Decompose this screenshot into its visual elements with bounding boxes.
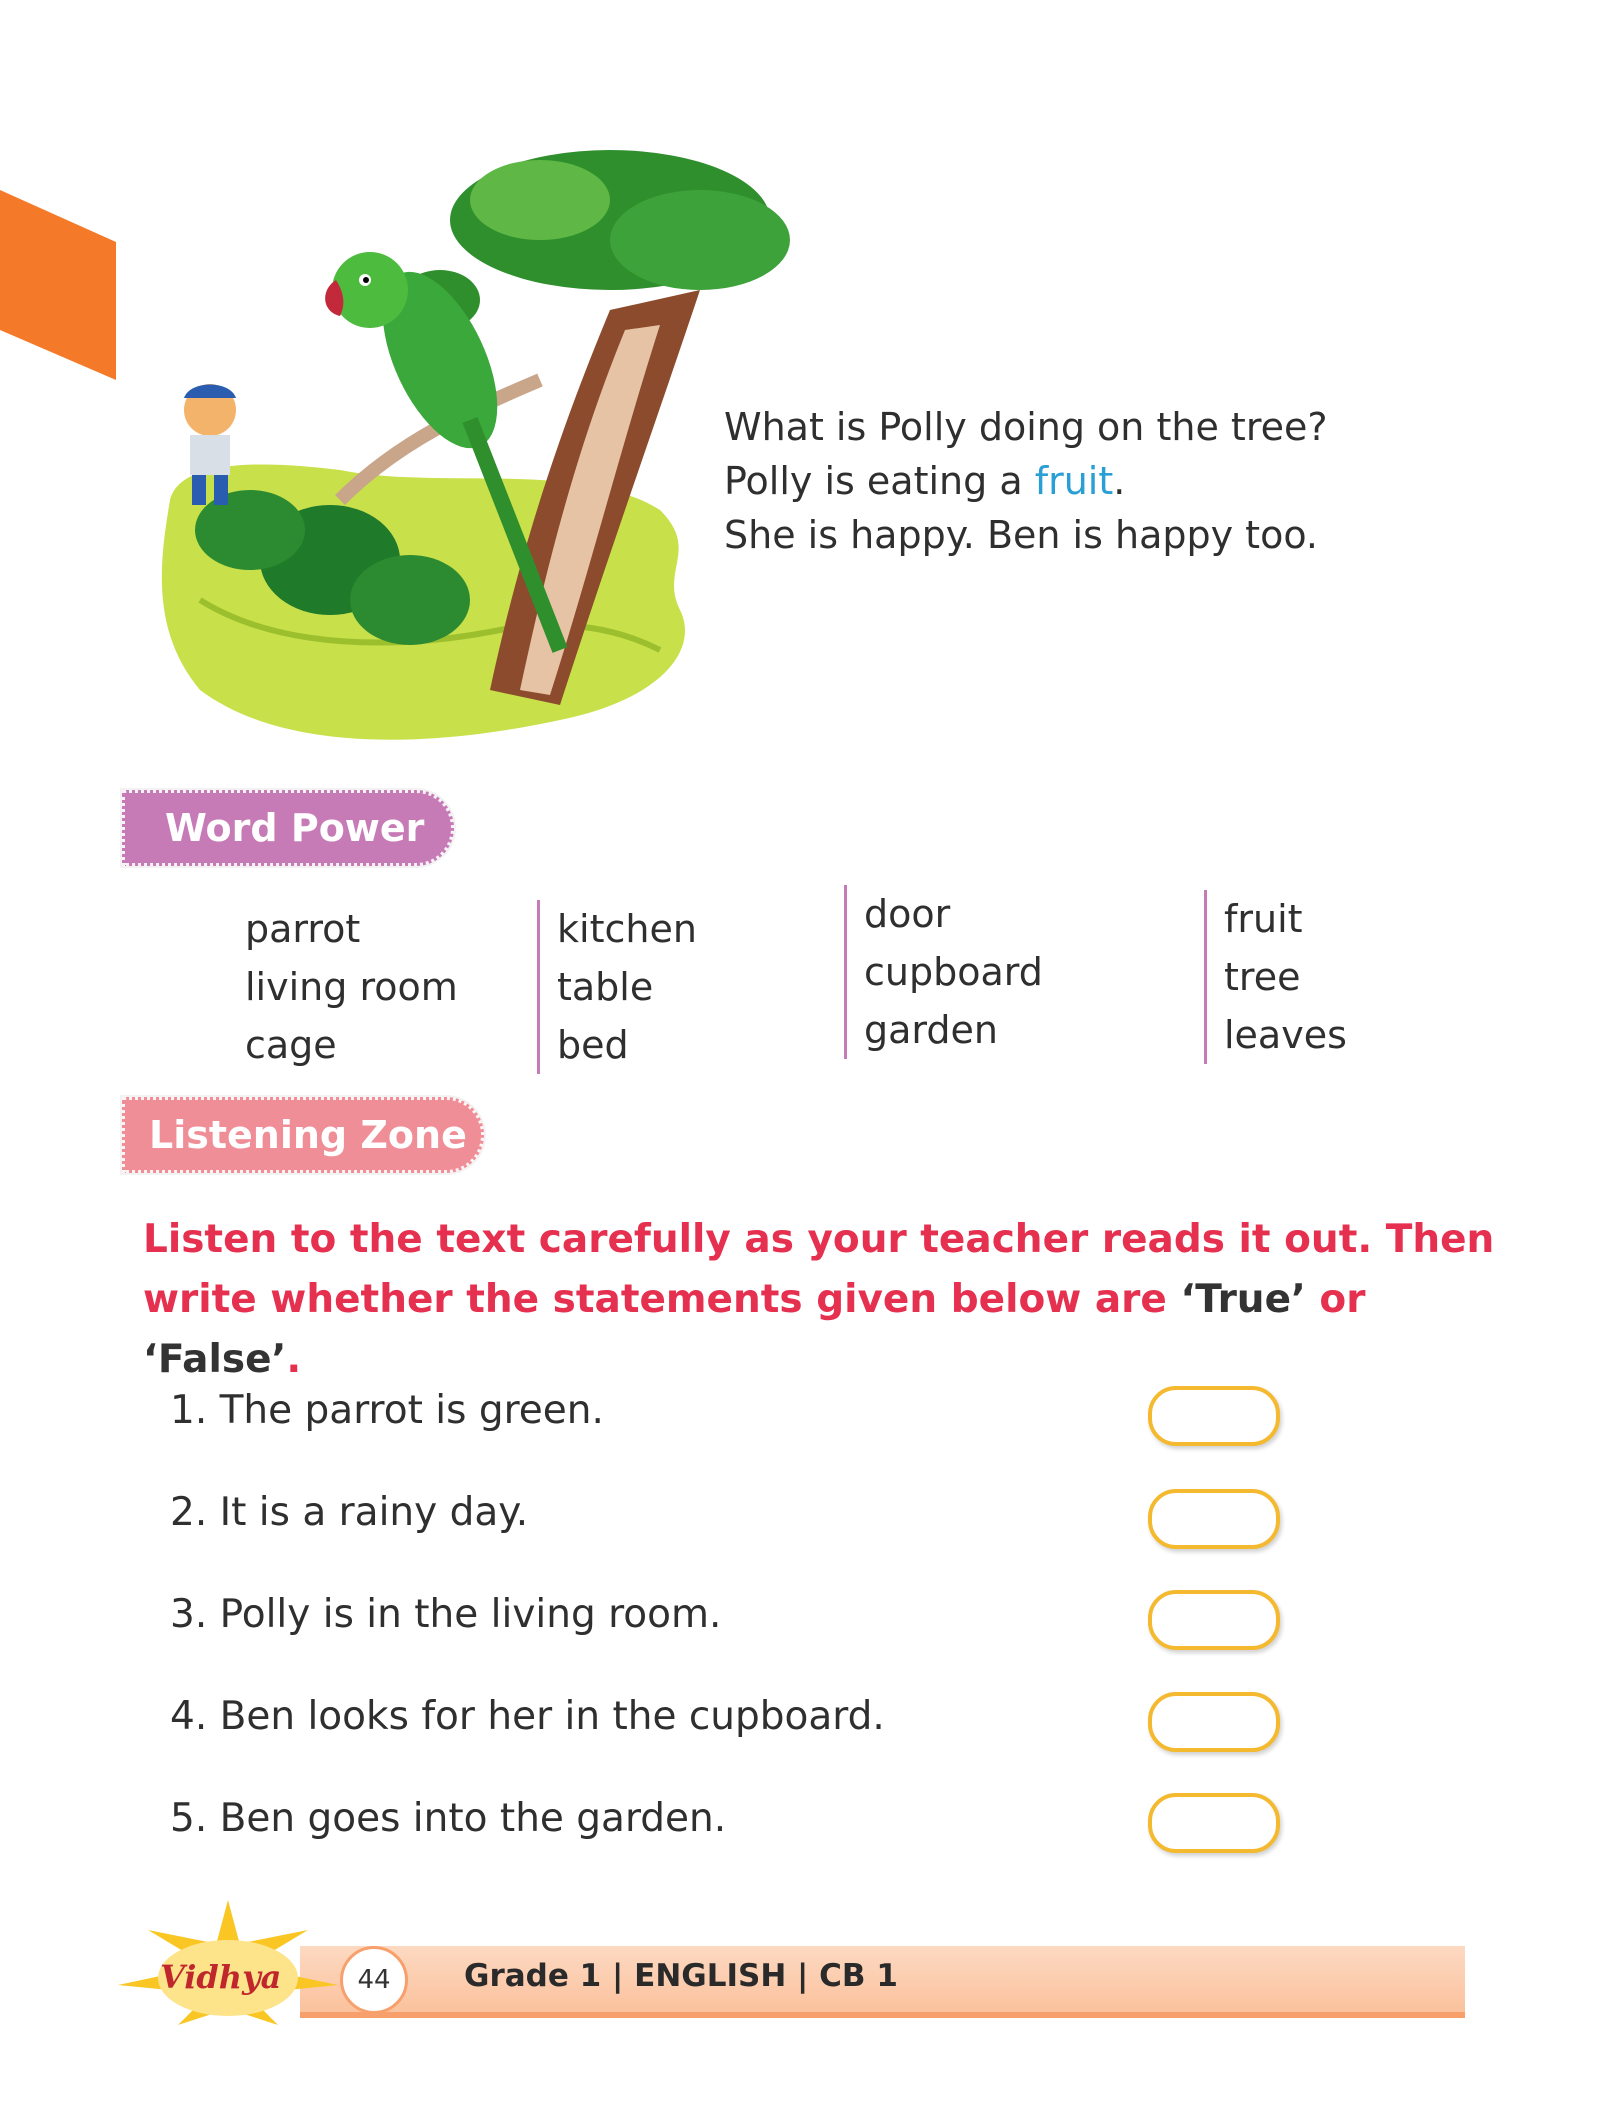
instruction-text: Listen to the text carefully as your teacher reads it out. Then write whether the statements given below are [143, 1217, 1495, 1322]
story-line-2-start: Polly is eating a [724, 459, 1035, 503]
story-text [724, 400, 1328, 562]
vidhya-logo-text: Vidhya [160, 1958, 282, 1996]
word-item: cage [245, 1023, 337, 1067]
word-column-4 [1204, 890, 1347, 1064]
statement-5: 5. Ben goes into the garden. [170, 1796, 727, 1841]
story-line-1: What is Polly doing on the tree? [724, 405, 1328, 449]
word-item: bed [557, 1023, 629, 1067]
highlighted-word: fruit [1034, 459, 1114, 503]
answer-box-2[interactable] [1148, 1489, 1280, 1549]
word-column-1 [245, 900, 458, 1074]
word-item: garden [864, 1008, 998, 1052]
word-item: door [864, 892, 951, 936]
word-item: living room [245, 965, 458, 1009]
true-word: ‘True’ [1180, 1277, 1306, 1322]
or-word: or [1305, 1277, 1366, 1322]
story-line-2 [724, 454, 1328, 508]
page-number: 44 [340, 1946, 408, 2014]
answer-box-5[interactable] [1148, 1793, 1280, 1853]
answer-box-4[interactable] [1148, 1692, 1280, 1752]
corner-tab-decoration [0, 190, 116, 380]
story-line-3: She is happy. Ben is happy too. [724, 513, 1318, 557]
word-item: leaves [1224, 1013, 1347, 1057]
book-info: Grade 1 | ENGLISH | CB 1 [464, 1958, 898, 1994]
word-column-2 [537, 900, 697, 1074]
listening-instruction [143, 1210, 1503, 1390]
word-item: cupboard [864, 950, 1043, 994]
word-column-3 [844, 885, 1043, 1059]
answer-box-1[interactable] [1148, 1386, 1280, 1446]
statement-4: 4. Ben looks for her in the cupboard. [170, 1694, 885, 1739]
story-line-2-end: . [1113, 459, 1126, 503]
false-word: ‘False’ [143, 1337, 287, 1382]
word-item: table [557, 965, 654, 1009]
word-item: parrot [245, 907, 361, 951]
word-item: fruit [1224, 897, 1303, 941]
instruction-end: . [286, 1337, 302, 1382]
word-item: kitchen [557, 907, 697, 951]
statement-3: 3. Polly is in the living room. [170, 1592, 722, 1637]
statement-1: 1. The parrot is green. [170, 1388, 604, 1433]
listening-zone-heading: Listening Zone [122, 1097, 484, 1173]
answer-box-3[interactable] [1148, 1590, 1280, 1650]
word-item: tree [1224, 955, 1301, 999]
word-power-heading: Word Power [122, 790, 454, 866]
statement-2: 2. It is a rainy day. [170, 1490, 529, 1535]
